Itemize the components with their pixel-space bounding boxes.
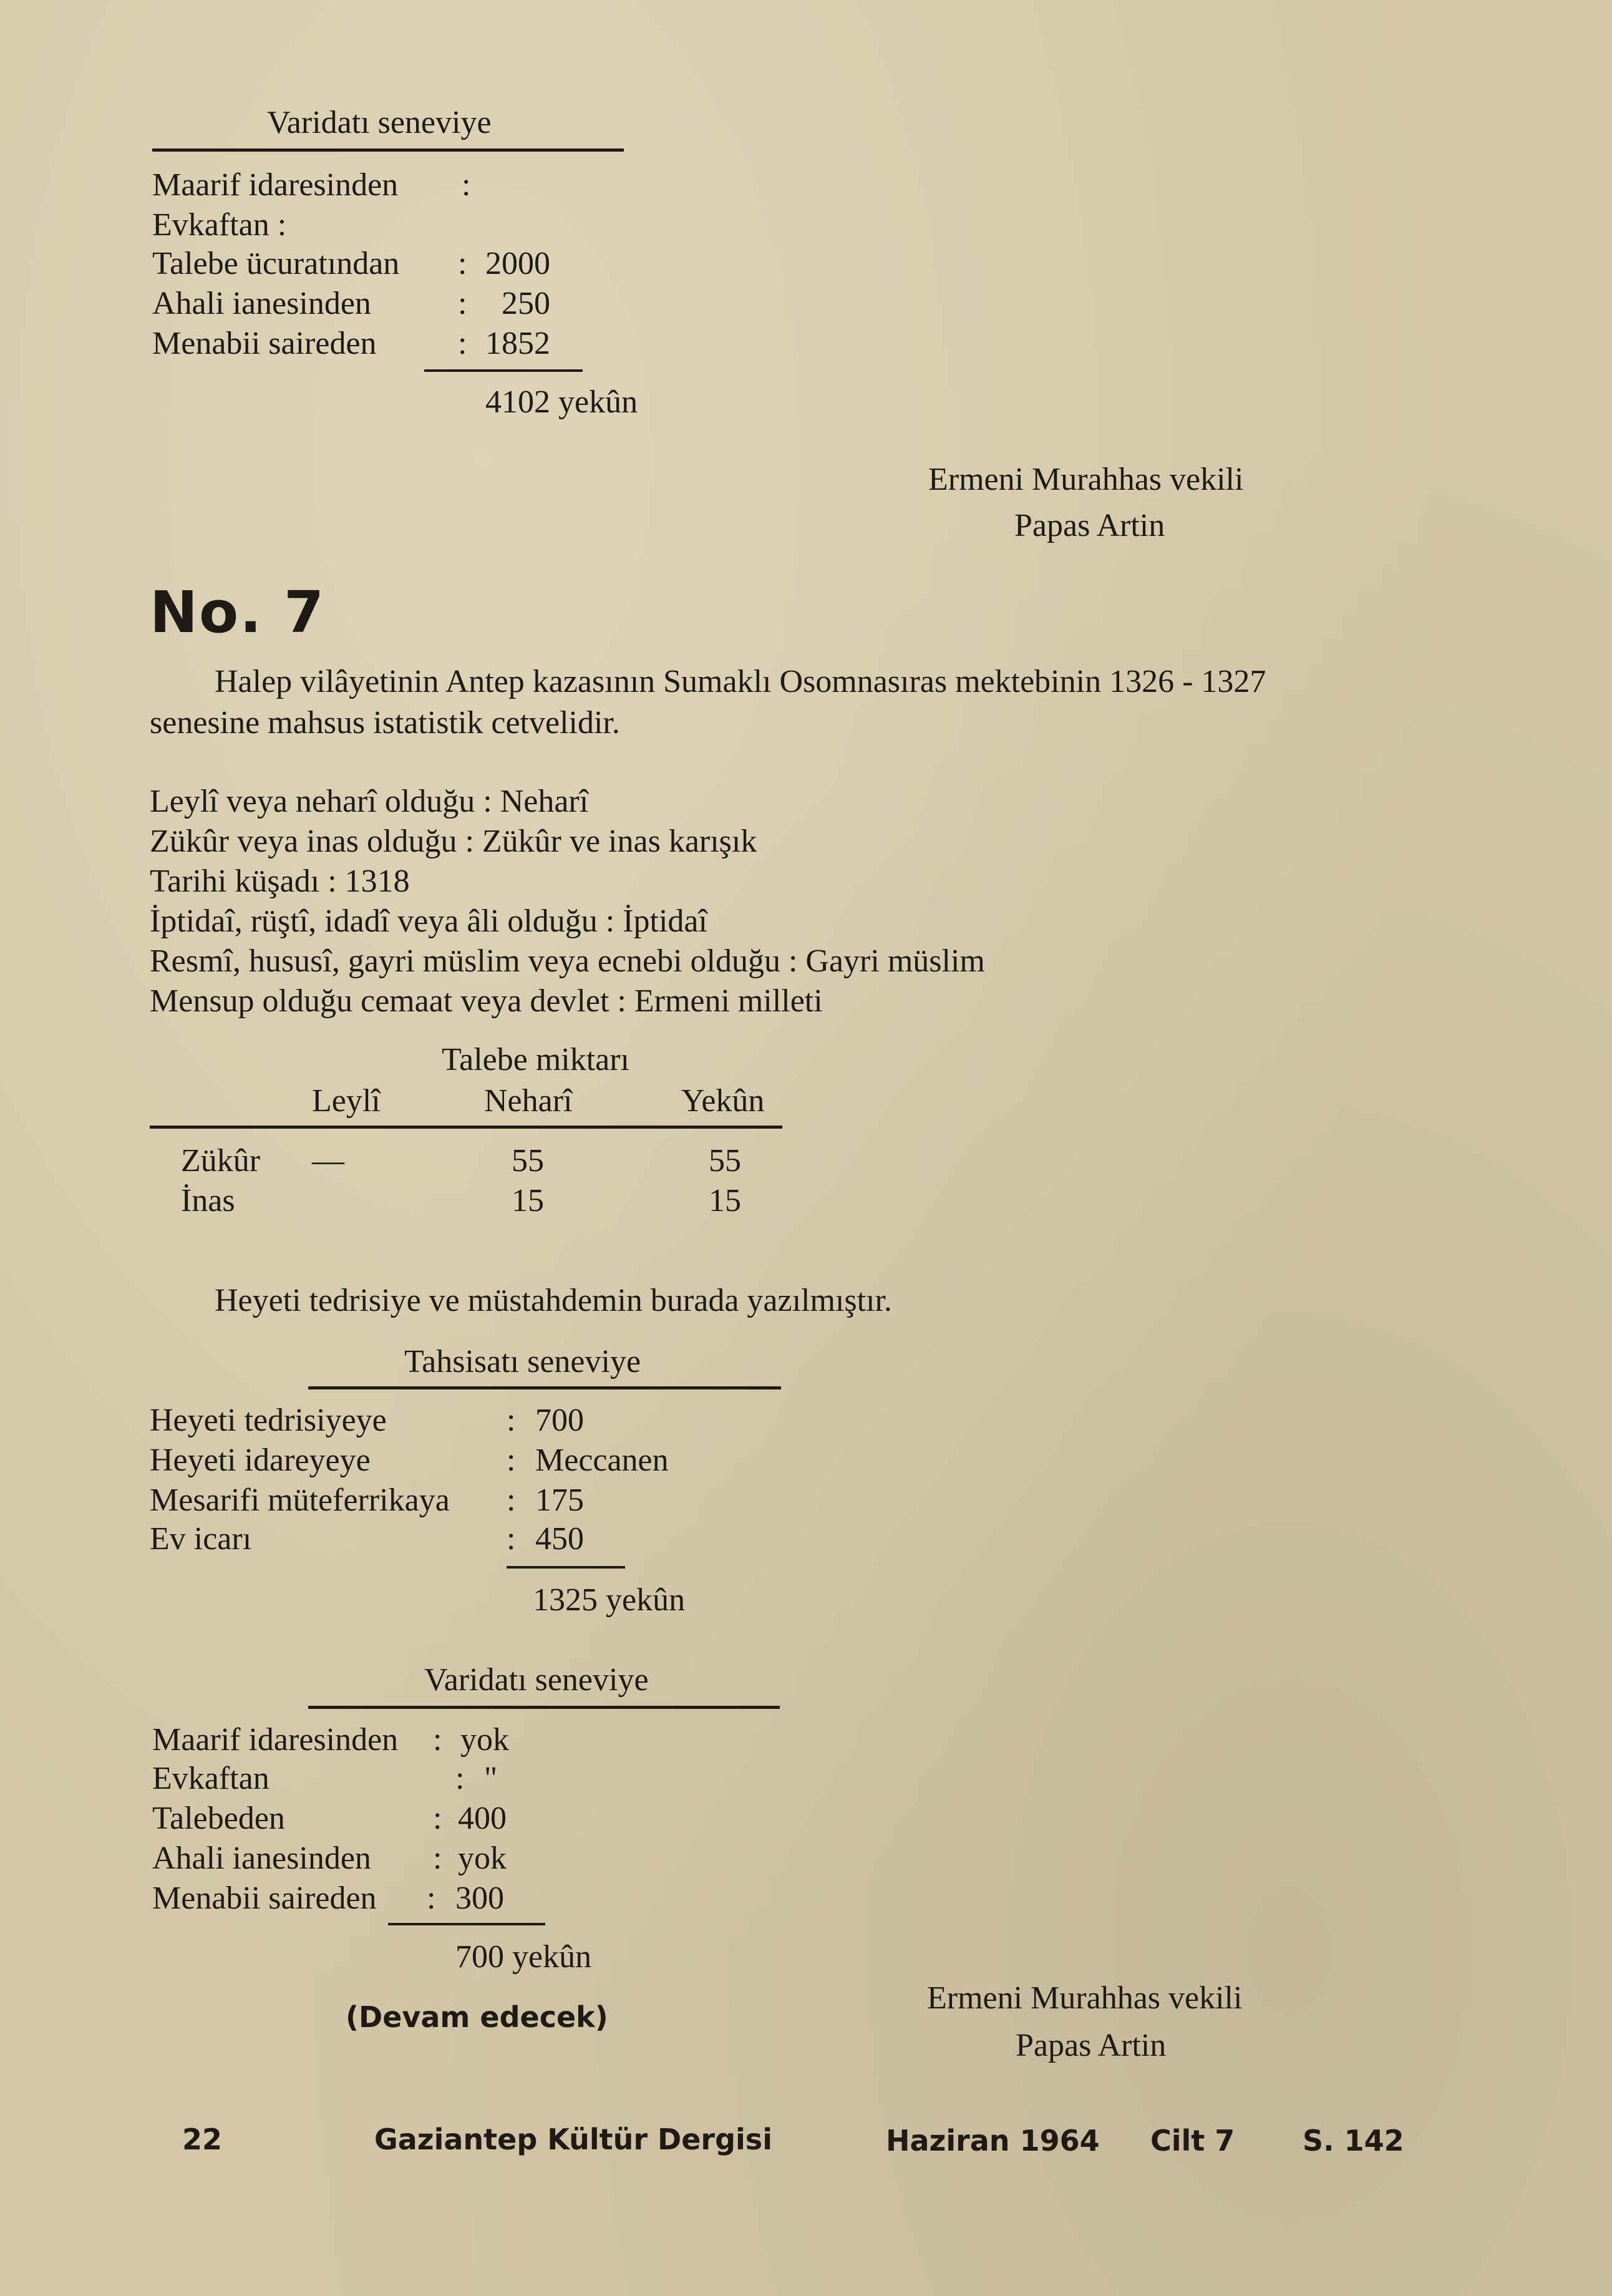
- revenue2-value: 400: [458, 1801, 507, 1836]
- fact-line: Leylî veya neharî olduğu : Neharî: [150, 784, 589, 819]
- issue-number: S. 142: [1303, 2124, 1404, 2157]
- revenue-row-sep: :: [458, 286, 467, 321]
- revenue2-label: Ahali ianesinden: [152, 1841, 371, 1876]
- fact-line: Resmî, hususî, gayri müslim veya ecnebi olduğu : Gayri müslim: [150, 943, 985, 979]
- revenue2-label: Evkaftan: [152, 1761, 269, 1796]
- revenue-row-value: 2000: [485, 246, 550, 281]
- revenue2-value: ": [484, 1761, 498, 1796]
- allocation-label: Heyeti idareyeye: [150, 1442, 371, 1478]
- revenue-sum-rule: [424, 369, 583, 372]
- revenue-row-label: Talebe ücuratından: [152, 246, 400, 281]
- revenue2-sep: :: [455, 1761, 465, 1796]
- allocation-value: 175: [535, 1482, 584, 1518]
- revenue-row-label: Maarif idaresinden: [152, 167, 399, 203]
- revenue-row-label: Menabii saireden: [152, 326, 377, 361]
- intro-line-2: senesine mahsus istatistik cetvelidir.: [150, 705, 620, 741]
- revenue-title: Varidatı seneviye: [267, 105, 492, 140]
- teachers-note: Heyeti tedrisiye ve müstahdemin burada yazılmıştır.: [215, 1283, 892, 1318]
- students-header-yekun: Yekûn: [681, 1083, 765, 1119]
- revenue-title-rule: [152, 148, 624, 152]
- students-row-yekun: 55: [709, 1143, 741, 1179]
- students-row-label: Zükûr: [181, 1143, 261, 1179]
- continued-note: (Devam edecek): [346, 2000, 608, 2034]
- students-header-rule: [150, 1126, 782, 1129]
- revenue-row-label: Ahali ianesinden: [152, 286, 371, 321]
- intro-line-1: Halep vilâyetinin Antep kazasının Sumaklı Osomnasıras mektebinin 1326 - 1327: [215, 664, 1266, 699]
- revenue2-sep: :: [433, 1841, 442, 1876]
- revenue2-sum-rule: [388, 1923, 545, 1925]
- issue-date: Haziran 1964: [886, 2124, 1100, 2157]
- allocation-value: 450: [535, 1521, 584, 1557]
- journal-name: Gaziantep Kültür Dergisi: [374, 2123, 772, 2156]
- revenue2-value: yok: [458, 1841, 507, 1876]
- revenue2-title: Varidatı seneviye: [424, 1662, 649, 1698]
- allocation-label: Mesarifi müteferrikaya: [150, 1482, 450, 1518]
- students-row-yekun: 15: [709, 1183, 741, 1219]
- fact-line: Zükûr veya inas olduğu : Zükûr ve inas karışık: [150, 824, 757, 859]
- students-row-leyli: —: [312, 1143, 344, 1179]
- page-number: 22: [182, 2123, 223, 2156]
- signature-name: Papas Artin: [1014, 508, 1165, 543]
- revenue-total: 4102 yekûn: [485, 384, 638, 420]
- revenue2-title-rule: [308, 1706, 780, 1709]
- allocation-label: Ev icarı: [150, 1521, 252, 1557]
- revenue2-sep: :: [433, 1722, 442, 1758]
- revenue-row-label: Evkaftan :: [152, 207, 287, 243]
- signature-title: Ermeni Murahhas vekili: [928, 462, 1244, 497]
- revenue-row-value: 1852: [485, 326, 550, 361]
- allocations-title-rule: [308, 1386, 781, 1389]
- allocations-title: Tahsisatı seneviye: [404, 1344, 641, 1379]
- allocation-label: Heyeti tedrisiyeye: [150, 1403, 387, 1438]
- revenue2-label: Maarif idaresinden: [152, 1722, 399, 1758]
- signature-name: Papas Artin: [1016, 2028, 1167, 2063]
- allocation-sep: :: [507, 1403, 516, 1438]
- revenue2-value: 300: [455, 1880, 504, 1916]
- fact-line: Mensup olduğu cemaat veya devlet : Ermeni milleti: [150, 983, 823, 1019]
- allocation-sep: :: [507, 1482, 516, 1518]
- allocations-total: 1325 yekûn: [533, 1582, 686, 1618]
- revenue-row-sep: :: [462, 167, 471, 203]
- volume: Cilt 7: [1150, 2124, 1235, 2157]
- revenue2-sep: :: [427, 1880, 436, 1916]
- students-header-leyli: Leylî: [312, 1083, 381, 1119]
- revenue-row-value: 250: [502, 286, 550, 321]
- allocation-value: 700: [535, 1403, 584, 1438]
- students-row-nehari: 55: [512, 1143, 544, 1179]
- allocation-value: Meccanen: [535, 1442, 669, 1478]
- students-row-label: İnas: [181, 1183, 235, 1219]
- fact-line: Tarihi küşadı : 1318: [150, 863, 410, 899]
- students-title: Talebe miktarı: [442, 1042, 630, 1077]
- section-number: No. 7: [150, 579, 326, 646]
- revenue-row-sep: :: [458, 246, 467, 281]
- revenue2-label: Menabii saireden: [152, 1880, 377, 1916]
- revenue-row-sep: :: [458, 326, 467, 361]
- allocation-sep: :: [507, 1521, 516, 1557]
- revenue2-label: Talebeden: [152, 1801, 285, 1836]
- revenue2-value: yok: [460, 1722, 509, 1758]
- students-row-nehari: 15: [512, 1183, 544, 1219]
- revenue2-total: 700 yekûn: [455, 1939, 592, 1975]
- fact-line: İptidaî, rüştî, idadî veya âli olduğu : İptidaî: [150, 903, 707, 939]
- allocations-sum-rule: [507, 1566, 625, 1569]
- allocation-sep: :: [507, 1442, 516, 1478]
- revenue2-sep: :: [433, 1801, 442, 1836]
- signature-title: Ermeni Murahhas vekili: [927, 1980, 1243, 2016]
- students-header-nehari: Neharî: [484, 1083, 573, 1119]
